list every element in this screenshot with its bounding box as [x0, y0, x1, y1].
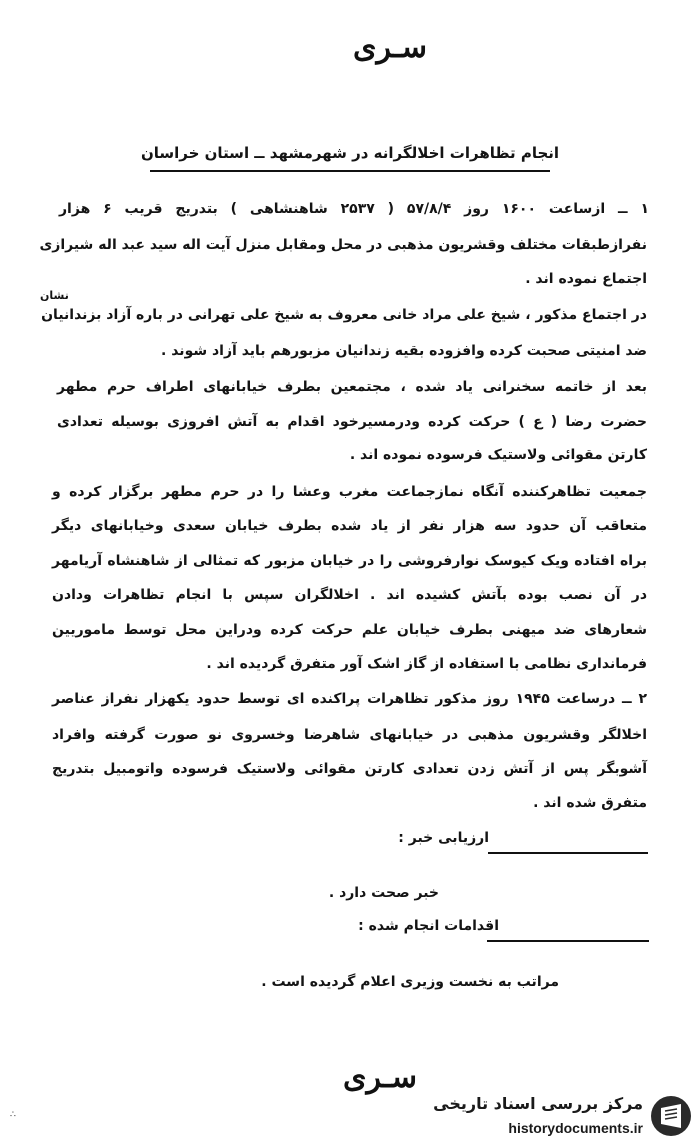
- p3-line-2: حضرت رضا ( ع ) حرکت کرده ودرمسیرخود اقدام به آتش افروزی بوسیله تعدادی: [57, 414, 647, 430]
- assessment-label: ارزیابی خبر :: [398, 830, 489, 846]
- p4-line-5: شعارهای ضد میهنی بطرف خیابان علم حرکت کرده ودراین محل توسط ماموریین: [52, 622, 647, 638]
- assessment-text: خبر صحت دارد .: [328, 885, 439, 901]
- p5-line-4: متفرق شده اند .: [533, 795, 647, 811]
- corner-mark: ∴: [10, 1110, 16, 1120]
- p4-line-2: متعاقب آن حدود سه هزار نفر از یاد شده بطرف خیابان سعدی وخیابانهای دیگر: [52, 518, 647, 534]
- document-title: انجام تظاهرات اخلالگرانه در شهرمشهد ــ استان خراسان: [140, 144, 560, 162]
- p2-line-2: ضد امنیتی صحبت کرده وافزوده بقیه زندانیان مزبورهم باید آزاد شوند .: [161, 343, 647, 359]
- classification-bottom: سـری: [343, 1060, 417, 1095]
- p3-line-1: بعد از خاتمه سخنرانی یاد شده ، مجتمعین بطرف خیابانهای اطراف حرم مطهر: [57, 379, 647, 395]
- watermark-title: مرکز بررسی اسناد تاریخی: [433, 1094, 643, 1113]
- actions-underline: [487, 940, 649, 942]
- p5-line-2: اخلالگر وقشریون مذهبی در خیابانهای شاهرضا وخسروی نو صورت گرفته وافراد: [52, 727, 647, 743]
- watermark-url: historydocuments.ir: [508, 1120, 643, 1136]
- title-underline: [150, 170, 550, 172]
- p5-line-3: آشوبگر پس از آتش زدن تعدادی کارتن مقوائی ولاستیک فرسوده واتومبیل بتدریج: [52, 761, 647, 777]
- p4-line-1: جمعیت تظاهرکننده آنگاه نمازجماعت مغرب وعشا را در حرم مطهر برگزار کرده و: [52, 484, 647, 500]
- p4-line-3: براه افتاده ویک کیوسک نوارفروشی را در خیابان مزبور که تمثالی از شاهنشاه آریامهر: [52, 553, 647, 569]
- p5-line-1: ۲ ــ درساعت ۱۹۴۵ روز مذکور تظاهرات پراکنده ای توسط حدود یکهزار نفراز عناصر: [52, 691, 647, 707]
- archive-center-logo-icon: [649, 1094, 693, 1138]
- margin-note: نشان: [40, 289, 69, 302]
- p2-line-1: در اجتماع مذکور ، شیخ علی مراد خانی معروف به شیخ علی تهرانی در باره آزاد بزندانیان: [41, 307, 647, 323]
- p1-line-2: نفرازطبقات مختلف وقشریون مذهبی در محل ومقابل منزل آیت اله سید عبد اله شیرازی: [39, 237, 647, 253]
- p3-line-3: کارتن مقوائی ولاستیک فرسوده نموده اند .: [349, 447, 647, 463]
- assessment-underline: [488, 852, 648, 854]
- actions-text: مراتب به نخست وزیری اعلام گردیده است .: [261, 974, 559, 990]
- actions-label: اقدامات انجام شده :: [358, 918, 499, 934]
- p1-line-1: ۱ ــ ازساعت ۱۶۰۰ روز ۵۷/۸/۴ ( ۲۵۳۷ شاهنشاهی ) بتدریج قریب ۶ هزار: [59, 201, 649, 217]
- watermark: [415, 1088, 697, 1143]
- p4-line-4: در آن نصب بوده بآتش کشیده اند . اخلالگران سپس با انجام تظاهرات ودادن: [52, 587, 647, 603]
- classification-top: سـری: [353, 30, 427, 65]
- p4-line-6: فرمانداری نظامی با استفاده از گاز اشک آور متفرق گردیده اند .: [206, 656, 647, 672]
- p1-line-3: اجتماع نموده اند .: [525, 271, 647, 287]
